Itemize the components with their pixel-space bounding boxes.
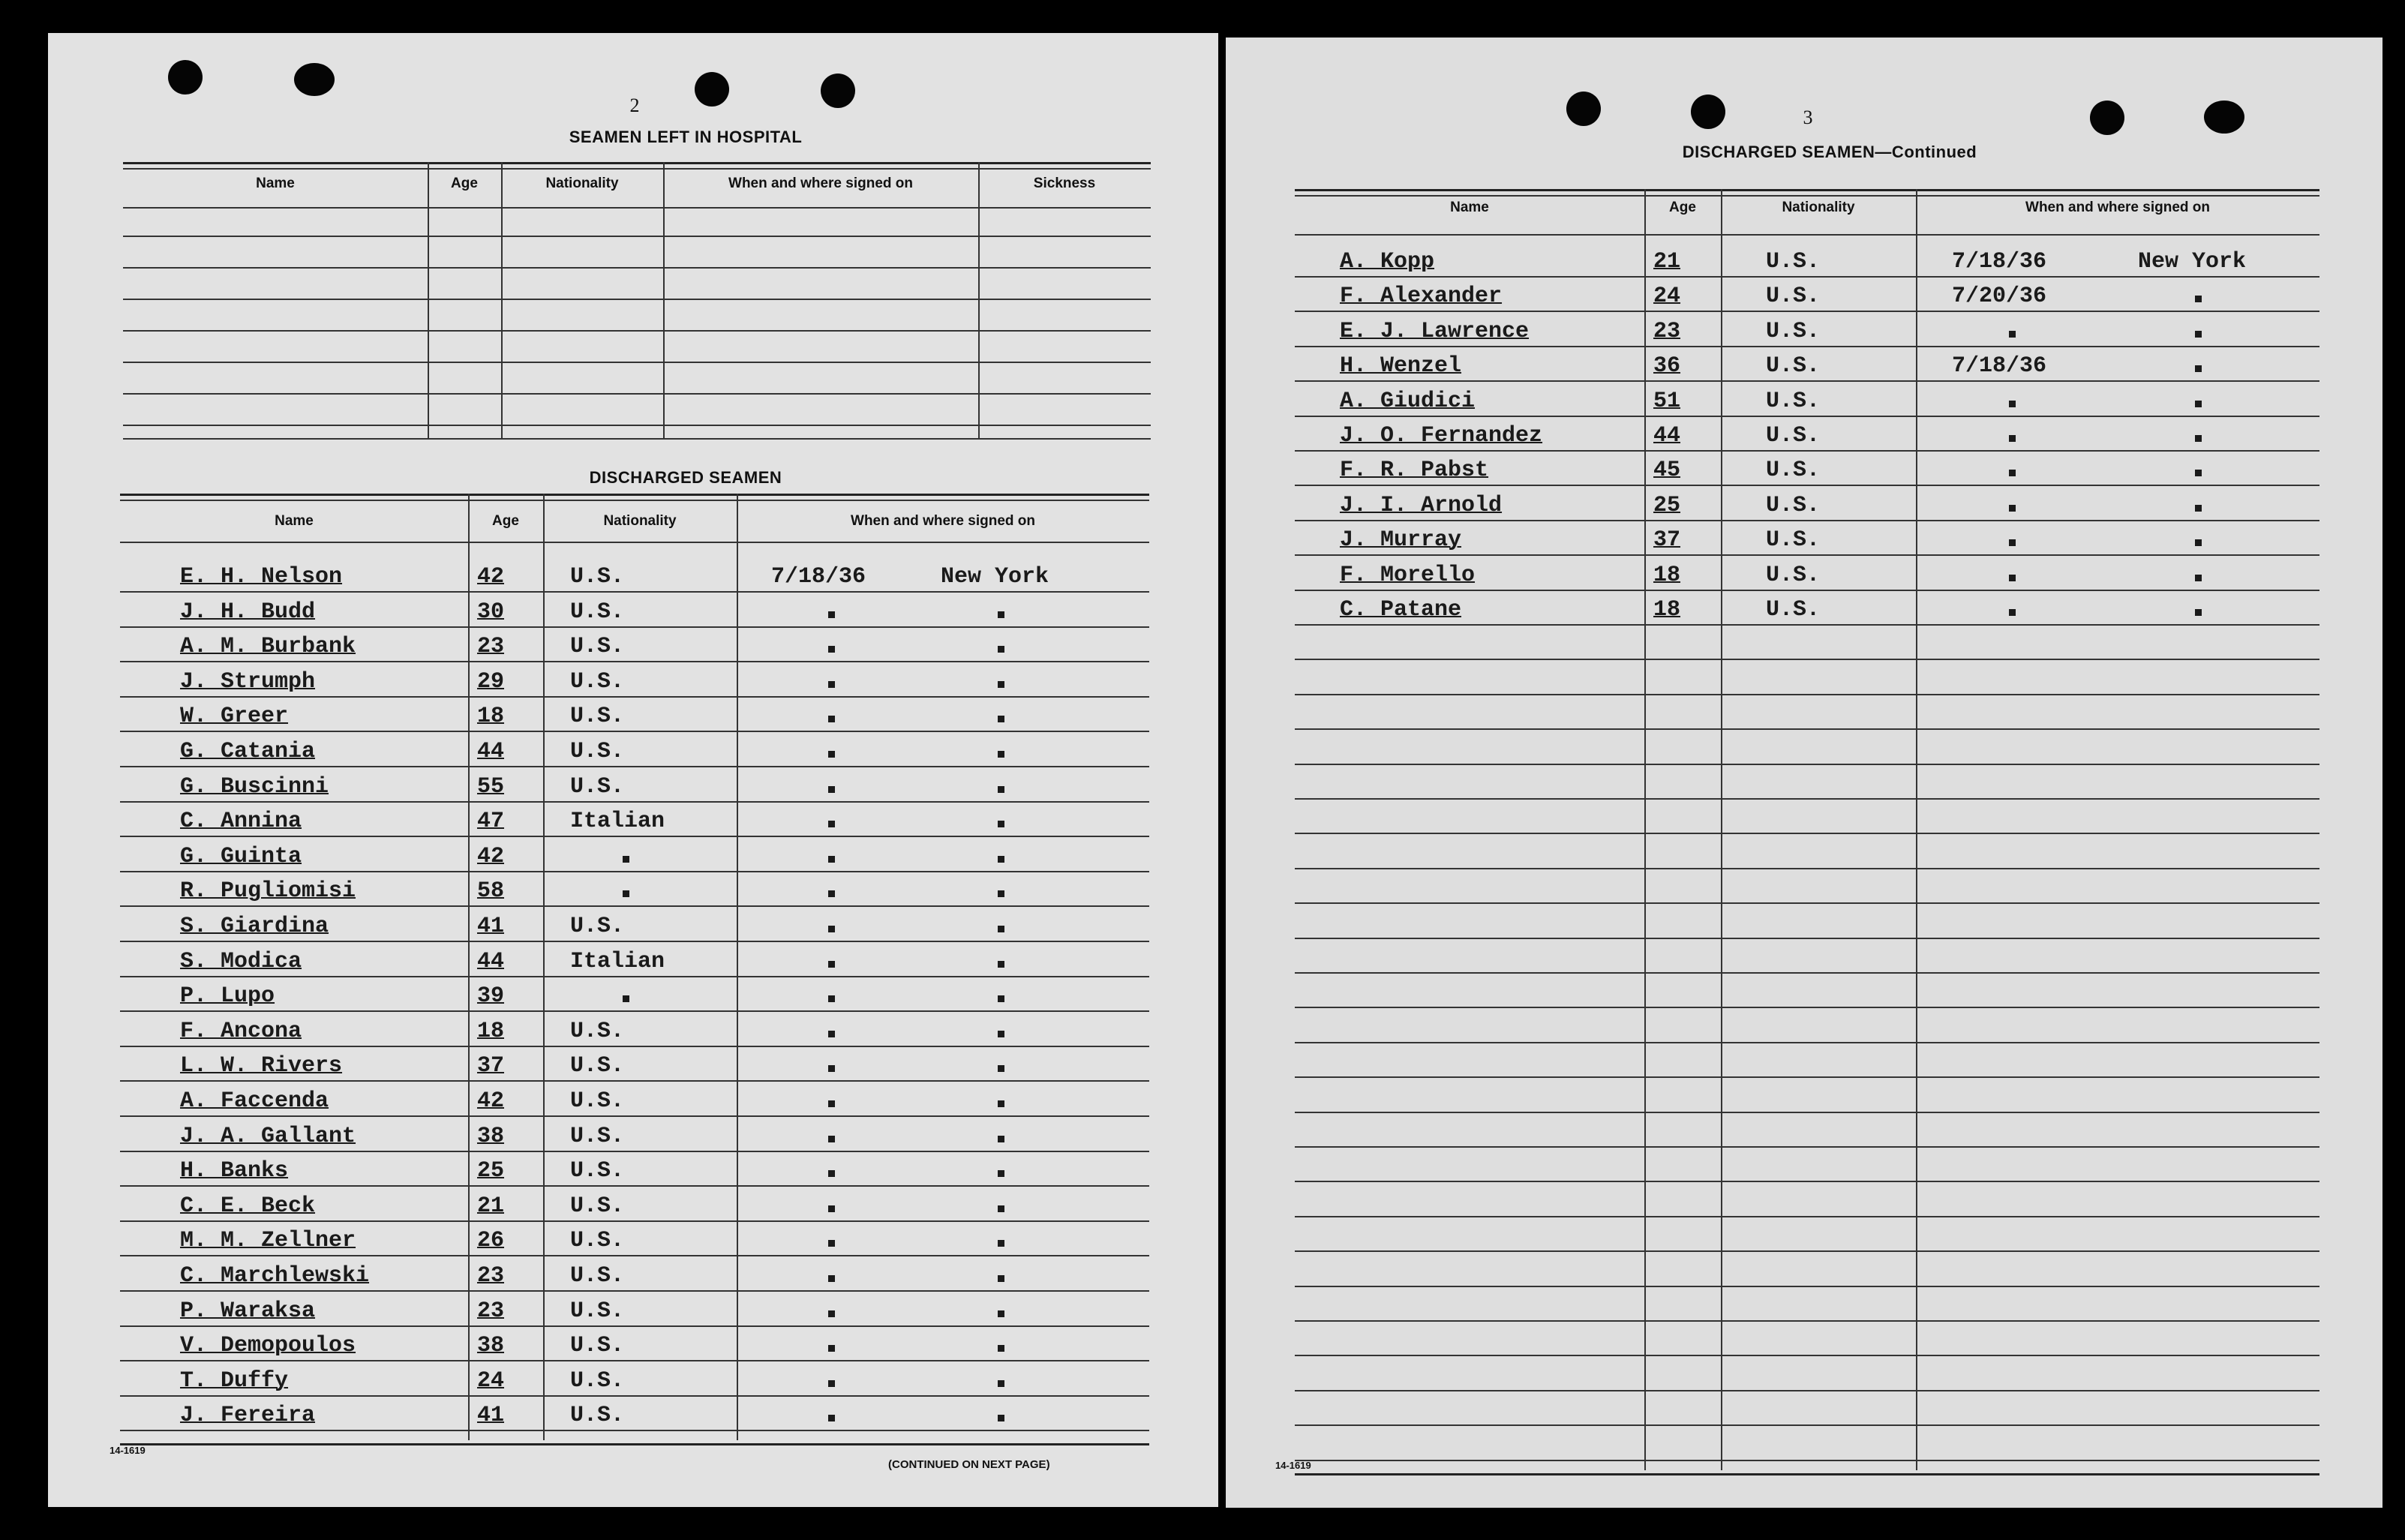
row-age: 45 [1653, 458, 1681, 484]
row-age: 58 [477, 878, 505, 905]
col-header: Name [275, 513, 314, 529]
row-name: M. M. Zellner [180, 1228, 356, 1254]
ditto-mark [998, 1345, 1004, 1352]
row-age: 41 [477, 914, 505, 939]
row-name: A. Kopp [1340, 249, 1435, 275]
row-age: 51 [1653, 388, 1681, 414]
row-nationality: U.S. [1766, 353, 1821, 380]
ditto-mark [828, 821, 835, 827]
row-age: 42 [477, 843, 505, 869]
row-age: 23 [477, 634, 505, 660]
row-name: H. Banks [180, 1158, 289, 1184]
ditto-mark [998, 961, 1004, 968]
hospital-col-header: When and where signed on [728, 176, 913, 191]
row-age: 44 [477, 739, 505, 764]
ditto-mark [998, 681, 1004, 688]
ditto-mark [828, 856, 835, 863]
ditto-mark [828, 646, 835, 653]
row-nationality: U.S. [570, 1158, 625, 1184]
punch-hole [2204, 101, 2244, 134]
ditto-mark [828, 611, 835, 618]
row-nationality: U.S. [1766, 458, 1821, 484]
row-age: 37 [1653, 527, 1681, 554]
punch-hole [2090, 101, 2124, 135]
ditto-mark [2195, 609, 2202, 616]
row-date: 7/20/36 [1952, 284, 2047, 310]
hospital-col-header: Name [256, 176, 295, 191]
left-page [48, 33, 1218, 1507]
row-age: 36 [1653, 353, 1681, 380]
row-name: V. Demopoulos [180, 1333, 356, 1359]
ditto-mark [998, 1415, 1004, 1421]
row-age: 55 [477, 773, 505, 800]
page-number: 3 [1803, 107, 1813, 128]
row-age: 24 [1653, 284, 1681, 310]
row-age: 25 [1653, 492, 1681, 518]
col-header: Age [492, 513, 519, 529]
row-nationality: U.S. [570, 1228, 625, 1254]
ditto-mark [2009, 435, 2016, 442]
ditto-mark [828, 1345, 835, 1352]
row-name: F. R. Pabst [1340, 458, 1489, 484]
row-name: A. Giudici [1340, 388, 1476, 414]
row-age: 38 [477, 1123, 505, 1149]
ditto-mark [828, 1310, 835, 1317]
row-name: J. H. Budd [180, 599, 316, 625]
ditto-mark [828, 890, 835, 897]
hospital-section-title: SEAMEN LEFT IN HOSPITAL [569, 128, 803, 146]
ditto-mark [998, 890, 1004, 897]
punch-hole [1566, 92, 1601, 126]
punch-hole [695, 72, 729, 107]
ditto-mark [998, 646, 1004, 653]
row-nationality: U.S. [1766, 318, 1821, 344]
row-age: 42 [477, 564, 505, 590]
row-name: C. E. Beck [180, 1193, 316, 1219]
row-nationality: U.S. [570, 1193, 625, 1219]
row-name: W. Greer [180, 704, 289, 730]
ditto-mark [2195, 435, 2202, 442]
ditto-mark [623, 890, 629, 897]
row-nationality: U.S. [570, 564, 625, 590]
row-nationality: U.S. [570, 1123, 625, 1149]
row-name: J. Murray [1340, 527, 1462, 554]
ditto-mark [998, 1031, 1004, 1037]
row-name: G. Guinta [180, 843, 302, 869]
row-age: 21 [477, 1193, 505, 1219]
row-age: 29 [477, 668, 505, 695]
ditto-mark [828, 961, 835, 968]
row-name: J. Strumph [180, 668, 316, 695]
row-name: R. Pugliomisi [180, 878, 356, 905]
hospital-col-header: Nationality [545, 176, 619, 191]
ditto-mark [828, 1170, 835, 1177]
discharged-section-title: DISCHARGED SEAMEN [589, 468, 782, 487]
ditto-mark [998, 611, 1004, 618]
row-age: 24 [477, 1367, 505, 1394]
ditto-mark [2009, 401, 2016, 407]
row-nationality: U.S. [1766, 249, 1821, 275]
ditto-mark [2009, 539, 2016, 546]
row-name: G. Buscinni [180, 773, 329, 800]
col-header: Name [1450, 200, 1489, 215]
ditto-mark [2009, 331, 2016, 338]
row-name: E. J. Lawrence [1340, 318, 1530, 344]
ditto-mark [828, 1380, 835, 1387]
discharged-continued-title: DISCHARGED SEAMEN—Continued [1682, 143, 1977, 161]
ditto-mark [623, 856, 629, 863]
form-number: 14-1619 [110, 1445, 146, 1456]
row-nationality: U.S. [1766, 492, 1821, 518]
row-age: 23 [1653, 318, 1681, 344]
row-nationality: U.S. [1766, 423, 1821, 449]
punch-hole [294, 63, 335, 96]
row-name: T. Duffy [180, 1367, 289, 1394]
row-nationality: U.S. [570, 1263, 625, 1289]
row-age: 47 [477, 809, 505, 835]
ditto-mark [828, 786, 835, 793]
col-header: When and where signed on [2025, 200, 2210, 215]
row-nationality: U.S. [570, 704, 625, 730]
row-nationality: U.S. [1766, 527, 1821, 554]
hospital-col-header: Age [451, 176, 478, 191]
ditto-mark [998, 926, 1004, 932]
row-age: 23 [477, 1263, 505, 1289]
ditto-mark [998, 1240, 1004, 1247]
row-date: 7/18/36 [771, 564, 866, 590]
row-name: P. Waraksa [180, 1298, 316, 1324]
ditto-mark [998, 786, 1004, 793]
ditto-mark [828, 1136, 835, 1142]
punch-hole [1691, 95, 1725, 129]
col-header: Nationality [1782, 200, 1855, 215]
row-name: C. Marchlewski [180, 1263, 370, 1289]
col-header: Age [1669, 200, 1696, 215]
ditto-mark [2195, 470, 2202, 476]
row-age: 25 [477, 1158, 505, 1184]
row-age: 41 [477, 1403, 505, 1429]
ditto-mark [828, 1240, 835, 1247]
ditto-mark [998, 1170, 1004, 1177]
row-name: J. O. Fernandez [1340, 423, 1543, 449]
hospital-col-header: Sickness [1033, 176, 1096, 191]
ditto-mark [2195, 401, 2202, 407]
row-name: C. Annina [180, 809, 302, 835]
punch-hole [168, 60, 203, 95]
form-number: 14-1619 [1275, 1460, 1311, 1471]
row-name: A. Faccenda [180, 1088, 329, 1114]
row-age: 18 [1653, 597, 1681, 623]
row-nationality: U.S. [570, 668, 625, 695]
row-nationality: Italian [570, 948, 665, 974]
ditto-mark [998, 1065, 1004, 1072]
col-header: When and where signed on [851, 513, 1035, 529]
row-age: 42 [477, 1088, 505, 1114]
row-nationality: U.S. [570, 1018, 625, 1044]
ditto-mark [2195, 575, 2202, 581]
row-nationality: U.S. [570, 914, 625, 939]
row-age: 23 [477, 1298, 505, 1324]
ditto-mark [998, 1310, 1004, 1317]
row-name: E. H. Nelson [180, 564, 343, 590]
punch-hole [821, 74, 855, 108]
row-nationality: U.S. [1766, 388, 1821, 414]
row-name: P. Lupo [180, 983, 275, 1010]
ditto-mark [2195, 505, 2202, 512]
row-place: New York [941, 564, 1049, 590]
ditto-mark [828, 1275, 835, 1282]
row-age: 37 [477, 1053, 505, 1079]
ditto-mark [828, 751, 835, 758]
row-age: 44 [477, 948, 505, 974]
row-name: L. W. Rivers [180, 1053, 343, 1079]
ditto-mark [828, 995, 835, 1002]
row-name: F. Morello [1340, 562, 1476, 588]
col-header: Nationality [603, 513, 677, 529]
ditto-mark [2195, 296, 2202, 302]
row-name: S. Giardina [180, 914, 329, 939]
row-nationality: U.S. [570, 634, 625, 660]
row-age: 18 [1653, 562, 1681, 588]
row-name: F. Ancona [180, 1018, 302, 1044]
ditto-mark [2195, 365, 2202, 372]
ditto-mark [998, 1380, 1004, 1387]
row-age: 39 [477, 983, 505, 1010]
ditto-mark [828, 1205, 835, 1212]
ditto-mark [828, 1065, 835, 1072]
ditto-mark [998, 716, 1004, 722]
row-name: G. Catania [180, 739, 316, 764]
ditto-mark [828, 1415, 835, 1421]
ditto-mark [998, 1136, 1004, 1142]
row-name: F. Alexander [1340, 284, 1503, 310]
row-nationality: U.S. [570, 1333, 625, 1359]
ditto-mark [998, 1275, 1004, 1282]
ditto-mark [2009, 470, 2016, 476]
row-date: 7/18/36 [1952, 353, 2047, 380]
row-age: 38 [477, 1333, 505, 1359]
ditto-mark [2195, 331, 2202, 338]
ditto-mark [998, 856, 1004, 863]
ditto-mark [623, 995, 629, 1002]
row-age: 26 [477, 1228, 505, 1254]
ditto-mark [828, 681, 835, 688]
row-nationality: U.S. [570, 1053, 625, 1079]
row-age: 30 [477, 599, 505, 625]
ditto-mark [828, 926, 835, 932]
ditto-mark [828, 1031, 835, 1037]
ditto-mark [2009, 505, 2016, 512]
ditto-mark [828, 1100, 835, 1107]
row-nationality: U.S. [1766, 284, 1821, 310]
row-nationality: U.S. [570, 1298, 625, 1324]
row-nationality: U.S. [570, 739, 625, 764]
ditto-mark [828, 716, 835, 722]
row-date: 7/18/36 [1952, 249, 2047, 275]
row-name: J. Fereira [180, 1403, 316, 1429]
row-name: A. M. Burbank [180, 634, 356, 660]
ditto-mark [998, 1100, 1004, 1107]
row-nationality: U.S. [570, 1367, 625, 1394]
right-page [1226, 38, 2382, 1508]
row-nationality: U.S. [570, 773, 625, 800]
row-name: S. Modica [180, 948, 302, 974]
row-nationality: U.S. [1766, 562, 1821, 588]
row-age: 44 [1653, 423, 1681, 449]
continued-note: (CONTINUED ON NEXT PAGE) [888, 1458, 1050, 1471]
ditto-mark [2009, 575, 2016, 581]
row-name: C. Patane [1340, 597, 1462, 623]
row-name: J. A. Gallant [180, 1123, 356, 1149]
row-name: J. I. Arnold [1340, 492, 1503, 518]
ditto-mark [2195, 539, 2202, 546]
row-nationality: U.S. [570, 1088, 625, 1114]
row-age: 18 [477, 1018, 505, 1044]
row-age: 18 [477, 704, 505, 730]
ditto-mark [2009, 609, 2016, 616]
ditto-mark [998, 1205, 1004, 1212]
ditto-mark [998, 751, 1004, 758]
row-nationality: U.S. [570, 599, 625, 625]
row-nationality: U.S. [1766, 597, 1821, 623]
ditto-mark [998, 995, 1004, 1002]
row-nationality: U.S. [570, 1403, 625, 1429]
row-place: New York [2138, 249, 2247, 275]
row-age: 21 [1653, 249, 1681, 275]
row-name: H. Wenzel [1340, 353, 1462, 380]
page-number: 2 [629, 95, 640, 116]
row-nationality: Italian [570, 809, 665, 835]
ditto-mark [998, 821, 1004, 827]
